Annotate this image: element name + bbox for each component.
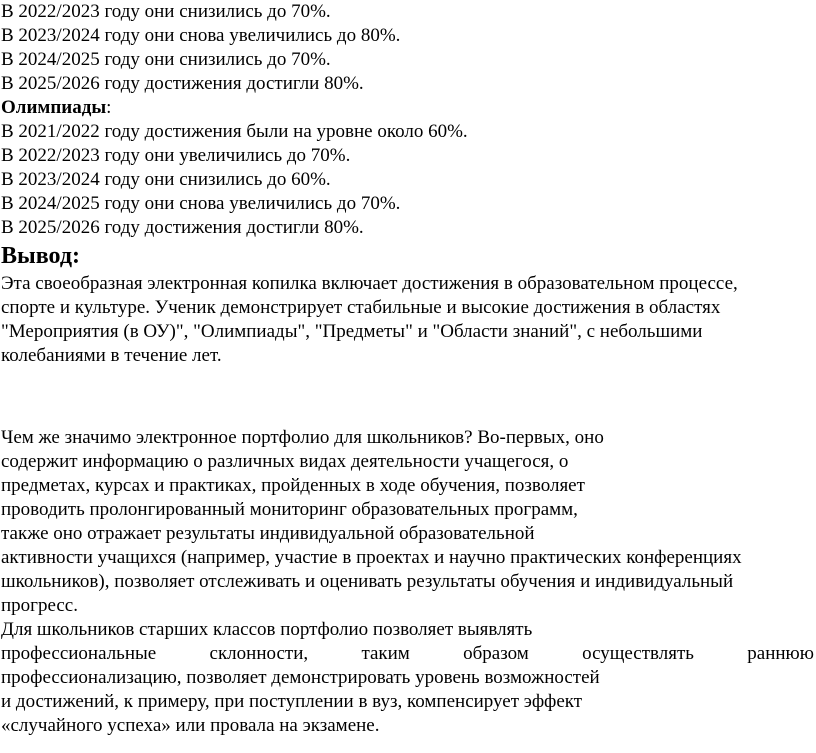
portfolio-tail-line-1: профессионализацию, позволяет демонстрировать уровень возможностей [1,667,600,688]
conclusion-line-1: Эта своеобразная электронная копилка включает достижения в образовательном процессе, [1,273,738,294]
events-line-2: В 2023/2024 году они снова увеличились до 80%. [1,25,401,46]
events-line-3: В 2024/2025 году они снизились до 70%. [1,49,331,70]
justified-word: осуществлять [582,643,694,664]
conclusion-line-2: спорте и культуре. Ученик демонстрирует стабильные и высокие достижения в областях [1,297,721,318]
justified-word: таким [361,643,410,664]
portfolio-line-3: предметах, курсах и практиках, пройденных в ходе обучения, позволяет [1,475,585,496]
justified-word: склонности, [209,643,309,664]
events-line-1: В 2022/2023 году они снизились до 70%. [1,1,331,22]
events-line-4: В 2025/2026 году достижения достигли 80%. [1,73,364,94]
olympiads-label: Олимпиады [1,97,107,118]
olympiads-line-1: В 2021/2022 году достижения были на уровне около 60%. [1,121,468,142]
portfolio-line-4: проводить пролонгированный мониторинг образовательных программ, [1,499,578,520]
portfolio-line-5: также оно отражает результаты индивидуальной образовательной [1,523,535,544]
conclusion-heading: Вывод: [1,243,80,269]
olympiads-line-5: В 2025/2026 году достижения достигли 80%. [1,217,364,238]
justified-word: образом [463,643,529,664]
conclusion-line-4: колебаниями в течение лет. [1,345,222,366]
olympiads-colon: : [106,97,112,118]
portfolio-line-6: активности учащихся (например, участие в проектах и научно практических конференциях [1,547,742,568]
olympiads-heading [1,96,111,120]
olympiads-line-2: В 2022/2023 году они увеличились до 70%. [1,145,351,166]
portfolio-line-1: Чем же значимо электронное портфолио для школьников? Во-первых, оно [1,427,604,448]
olympiads-line-3: В 2023/2024 году они снизились до 60%. [1,169,331,190]
justified-word: раннюю [747,643,814,664]
justified-word: профессиональные [1,643,157,664]
conclusion-line-3: "Мероприятия (в ОУ)", "Олимпиады", "Предметы" и "Области знаний", с небольшими [1,321,703,342]
portfolio-line-7: школьников), позволяет отслеживать и оценивать результаты обучения и индивидуальный [1,571,734,592]
portfolio-tail-line-2: и достижений, к примеру, при поступлении в вуз, компенсирует эффект [1,691,583,712]
portfolio-line-8: прогресс. [1,595,78,616]
portfolio-justified-line [1,642,814,666]
portfolio-line-2: содержит информацию о различных видах деятельности учащегося, о [1,451,569,472]
portfolio-tail-line-3: «случайного успеха» или провала на экзамене. [1,715,380,736]
olympiads-line-4: В 2024/2025 году они снова увеличились до 70%. [1,193,401,214]
portfolio-line-9: Для школьников старших классов портфолио позволяет выявлять [1,619,533,640]
